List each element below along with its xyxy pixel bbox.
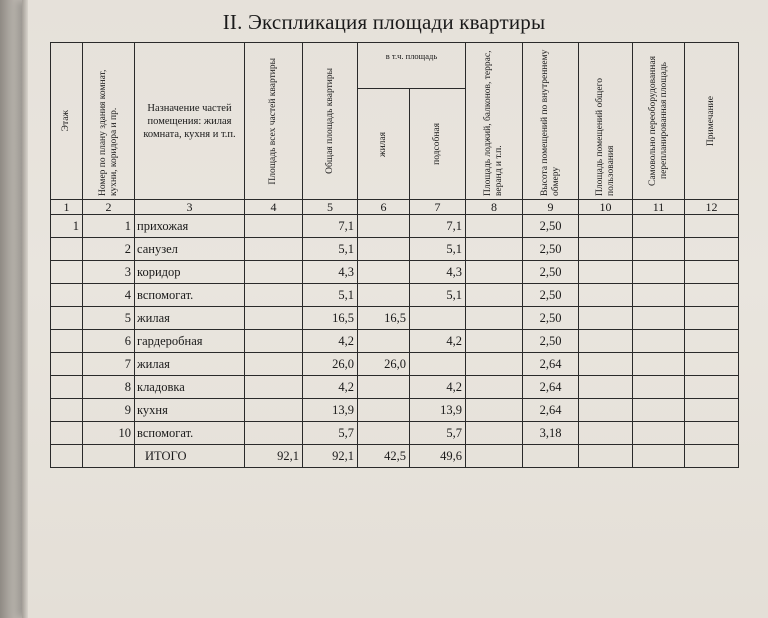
cell-room-no: 5	[83, 307, 135, 330]
cell-room-no: 9	[83, 399, 135, 422]
cell-floor	[51, 445, 83, 468]
column-number: 3	[135, 200, 245, 215]
header-self-converted: Самовольно переоборудованная перепланированная площадь	[633, 43, 685, 200]
cell-self-converted	[633, 376, 685, 399]
cell-note	[685, 261, 739, 284]
cell-note	[685, 399, 739, 422]
explication-table	[50, 42, 739, 468]
table-row	[51, 422, 739, 445]
totals-total-area: 92,1	[303, 445, 358, 468]
cell-area-all-parts	[245, 399, 303, 422]
column-number: 6	[358, 200, 410, 215]
cell-floor	[51, 353, 83, 376]
header-auxiliary: подсобная	[410, 89, 466, 200]
cell-self-converted	[633, 215, 685, 238]
cell-floor	[51, 399, 83, 422]
cell-height: 2,50	[523, 238, 579, 261]
cell-height: 2,50	[523, 307, 579, 330]
cell-common-area	[579, 376, 633, 399]
cell-height: 2,50	[523, 330, 579, 353]
cell-auxiliary: 7,1	[410, 215, 466, 238]
header-common-area: Площадь помещений общего пользования	[579, 43, 633, 200]
cell-balconies	[466, 238, 523, 261]
cell-balconies	[466, 261, 523, 284]
cell-balconies	[466, 307, 523, 330]
cell-floor	[51, 284, 83, 307]
cell-height: 2,50	[523, 261, 579, 284]
cell-height: 2,64	[523, 399, 579, 422]
cell-note	[685, 215, 739, 238]
cell-note	[685, 422, 739, 445]
cell-total-area: 5,1	[303, 238, 358, 261]
cell-room-name: коридор	[135, 261, 245, 284]
cell-height: 2,50	[523, 284, 579, 307]
cell-area-all-parts	[245, 307, 303, 330]
header-including: в т.ч. площадь	[358, 43, 466, 89]
cell-balconies	[466, 353, 523, 376]
cell-auxiliary: 4,2	[410, 376, 466, 399]
table-row	[51, 261, 739, 284]
cell-area-all-parts	[245, 376, 303, 399]
cell-area-all-parts	[245, 238, 303, 261]
cell-room-name: кладовка	[135, 376, 245, 399]
cell-room-name: вспомогат.	[135, 284, 245, 307]
cell-height: 3,18	[523, 422, 579, 445]
cell-floor	[51, 307, 83, 330]
cell-common-area	[579, 399, 633, 422]
cell-note	[685, 284, 739, 307]
cell-living	[358, 376, 410, 399]
column-number: 1	[51, 200, 83, 215]
page-binding-edge	[22, 0, 28, 618]
cell-floor	[51, 238, 83, 261]
cell-area-all-parts	[245, 330, 303, 353]
cell-note	[685, 353, 739, 376]
cell-area-all-parts	[245, 261, 303, 284]
header-floor: Этаж	[51, 43, 83, 200]
totals-row	[51, 445, 739, 468]
cell-room-name: вспомогат.	[135, 422, 245, 445]
cell-room-no: 1	[83, 215, 135, 238]
cell-common-area	[579, 445, 633, 468]
cell-height	[523, 445, 579, 468]
column-number-row	[51, 200, 739, 215]
header-room-no: Номер по плану здания комнат, кухни, коридора и пр.	[83, 43, 135, 200]
cell-total-area: 13,9	[303, 399, 358, 422]
header-note: Примечание	[685, 43, 739, 200]
cell-self-converted	[633, 284, 685, 307]
cell-living	[358, 284, 410, 307]
cell-height: 2,50	[523, 215, 579, 238]
totals-living: 42,5	[358, 445, 410, 468]
cell-height: 2,64	[523, 353, 579, 376]
cell-self-converted	[633, 307, 685, 330]
header-balconies: Площадь лоджий, балконов, террас, веранд и т.п.	[466, 43, 523, 200]
cell-floor	[51, 376, 83, 399]
header-row	[51, 43, 739, 89]
cell-self-converted	[633, 399, 685, 422]
cell-living	[358, 422, 410, 445]
cell-balconies	[466, 215, 523, 238]
cell-area-all-parts	[245, 353, 303, 376]
cell-floor	[51, 330, 83, 353]
cell-self-converted	[633, 422, 685, 445]
header-total-area: Общая площадь квартиры	[303, 43, 358, 200]
cell-total-area: 4,3	[303, 261, 358, 284]
cell-room-name: жилая	[135, 307, 245, 330]
cell-note	[685, 330, 739, 353]
totals-auxiliary: 49,6	[410, 445, 466, 468]
cell-living	[358, 215, 410, 238]
cell-note	[685, 445, 739, 468]
column-number: 11	[633, 200, 685, 215]
cell-floor: 1	[51, 215, 83, 238]
cell-self-converted	[633, 445, 685, 468]
cell-room-no	[83, 445, 135, 468]
table-row	[51, 376, 739, 399]
header-living: жилая	[358, 89, 410, 200]
cell-room-no: 2	[83, 238, 135, 261]
header-area-all-parts: Площадь всех частей квартиры	[245, 43, 303, 200]
cell-common-area	[579, 261, 633, 284]
cell-auxiliary: 5,1	[410, 238, 466, 261]
table-row	[51, 215, 739, 238]
cell-room-no: 4	[83, 284, 135, 307]
cell-total-area: 4,2	[303, 376, 358, 399]
cell-height: 2,64	[523, 376, 579, 399]
cell-area-all-parts	[245, 422, 303, 445]
cell-living	[358, 261, 410, 284]
cell-auxiliary	[410, 307, 466, 330]
cell-balconies	[466, 422, 523, 445]
cell-room-name: жилая	[135, 353, 245, 376]
cell-self-converted	[633, 238, 685, 261]
cell-auxiliary: 4,3	[410, 261, 466, 284]
cell-total-area: 7,1	[303, 215, 358, 238]
cell-room-no: 10	[83, 422, 135, 445]
cell-room-name: прихожая	[135, 215, 245, 238]
cell-balconies	[466, 330, 523, 353]
totals-area-all-parts: 92,1	[245, 445, 303, 468]
cell-balconies	[466, 399, 523, 422]
cell-living	[358, 399, 410, 422]
cell-room-name: санузел	[135, 238, 245, 261]
cell-note	[685, 238, 739, 261]
cell-balconies	[466, 445, 523, 468]
column-number: 4	[245, 200, 303, 215]
cell-living	[358, 238, 410, 261]
cell-note	[685, 307, 739, 330]
table-row	[51, 399, 739, 422]
cell-room-no: 8	[83, 376, 135, 399]
header-height: Высота помещений по внутреннему обмеру	[523, 43, 579, 200]
cell-auxiliary: 5,1	[410, 284, 466, 307]
column-number: 10	[579, 200, 633, 215]
table-row	[51, 238, 739, 261]
cell-room-no: 7	[83, 353, 135, 376]
cell-floor	[51, 261, 83, 284]
cell-living: 16,5	[358, 307, 410, 330]
cell-common-area	[579, 353, 633, 376]
cell-common-area	[579, 215, 633, 238]
cell-self-converted	[633, 330, 685, 353]
column-number: 12	[685, 200, 739, 215]
cell-balconies	[466, 376, 523, 399]
cell-room-no: 6	[83, 330, 135, 353]
cell-auxiliary: 13,9	[410, 399, 466, 422]
column-number: 5	[303, 200, 358, 215]
cell-self-converted	[633, 261, 685, 284]
cell-area-all-parts	[245, 284, 303, 307]
cell-common-area	[579, 284, 633, 307]
column-number: 2	[83, 200, 135, 215]
cell-living	[358, 330, 410, 353]
cell-living: 26,0	[358, 353, 410, 376]
document-title: II. Экспликация площади квартиры	[222, 10, 546, 34]
totals-label: ИТОГО	[135, 445, 245, 468]
table-row	[51, 307, 739, 330]
cell-room-name: кухня	[135, 399, 245, 422]
table-row	[51, 330, 739, 353]
cell-floor	[51, 422, 83, 445]
cell-common-area	[579, 238, 633, 261]
header-purpose: Назначение частей помещения: жилая комната, кухня и т.п.	[135, 43, 245, 200]
cell-auxiliary: 4,2	[410, 330, 466, 353]
table-row	[51, 353, 739, 376]
column-number: 9	[523, 200, 579, 215]
cell-total-area: 16,5	[303, 307, 358, 330]
cell-common-area	[579, 330, 633, 353]
cell-total-area: 5,7	[303, 422, 358, 445]
cell-total-area: 26,0	[303, 353, 358, 376]
column-number: 8	[466, 200, 523, 215]
cell-room-no: 3	[83, 261, 135, 284]
cell-total-area: 5,1	[303, 284, 358, 307]
table-row	[51, 284, 739, 307]
cell-room-name: гардеробная	[135, 330, 245, 353]
cell-common-area	[579, 307, 633, 330]
cell-self-converted	[633, 353, 685, 376]
cell-note	[685, 376, 739, 399]
cell-total-area: 4,2	[303, 330, 358, 353]
cell-auxiliary: 5,7	[410, 422, 466, 445]
column-number: 7	[410, 200, 466, 215]
cell-balconies	[466, 284, 523, 307]
cell-area-all-parts	[245, 215, 303, 238]
cell-common-area	[579, 422, 633, 445]
cell-auxiliary	[410, 353, 466, 376]
